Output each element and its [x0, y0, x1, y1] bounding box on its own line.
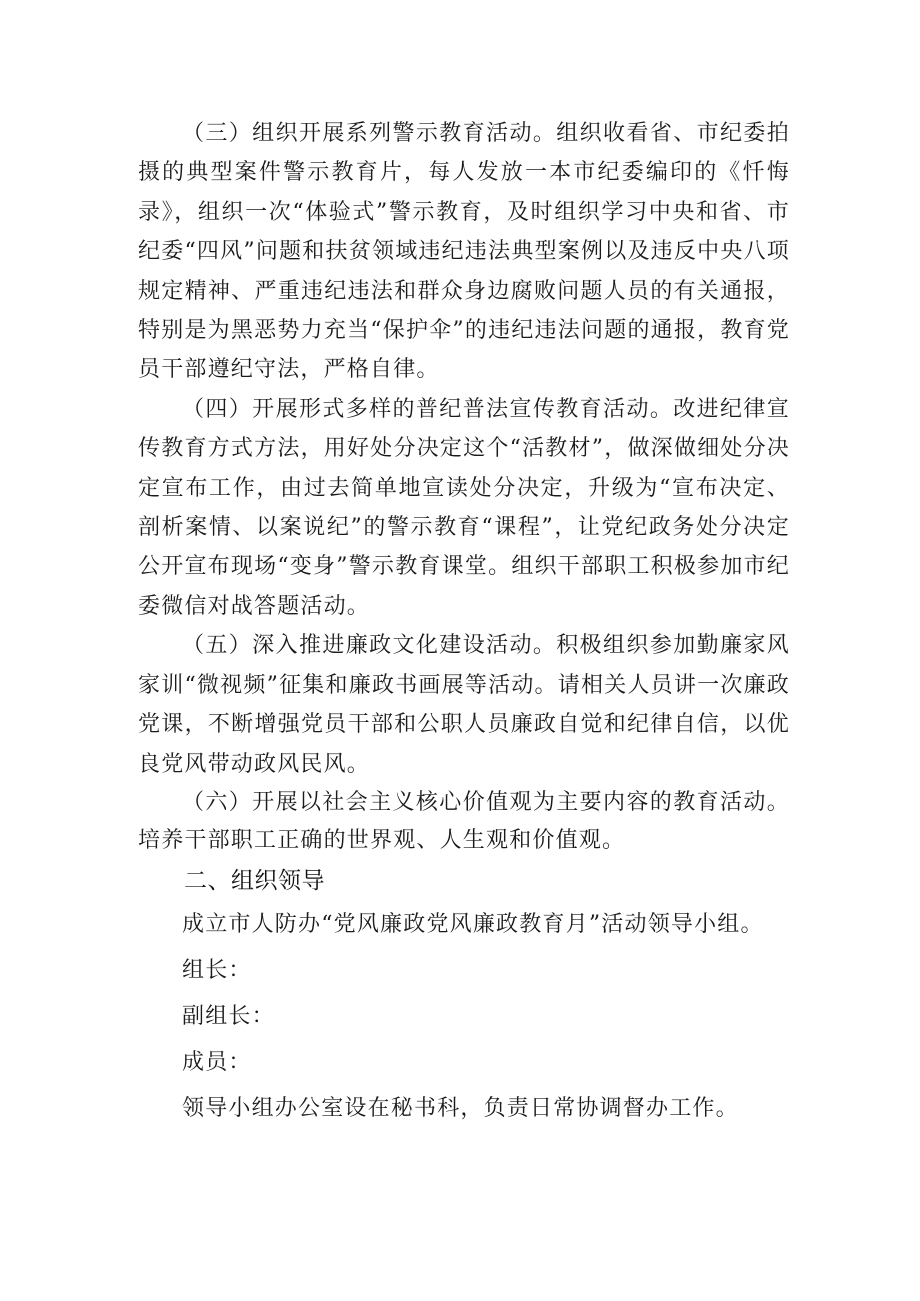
section-heading: 二、组织领导	[184, 867, 325, 894]
document-body	[138, 114, 790, 1132]
paragraph-discipline-law-publicity: （四）开展形式多样的普纪普法宣传教育活动。改进纪律宣传教育方式方法，用好处分决定这个“活教材”，做深做细处分决定宣布工作，由过去简单地宣读处分决定，升级为“宣布决定、剖析案情、以案说纪”的警示教育“课程”，让党纪政务处分决定公开宣布现场“变身”警示教育课堂。组织干部职工积极参加市纪委微信对战答题活动。	[138, 396, 790, 619]
leading-group-statement: 成立市人防办“党风廉政党风廉政教育月”活动领导小组。	[182, 911, 764, 937]
members-line: 成员：	[182, 1049, 252, 1075]
office-statement: 领导小组办公室设在秘书科，负责日常协调督办工作。	[182, 1095, 739, 1121]
paragraph-clean-culture: （五）深入推进廉政文化建设活动。积极组织参加勤廉家风家训“微视频”征集和廉政书画展等活动。请相关人员讲一次廉政党课，不断增强党员干部和公职人员廉政自觉和纪律自信，以优良党风带动政风民风。	[138, 633, 790, 777]
paragraph-warning-education: （三）组织开展系列警示教育活动。组织收看省、市纪委拍摄的典型案件警示教育片，每人发放一本市纪委编印的《忏悔录》，组织一次“体验式”警示教育，及时组织学习中央和省、市纪委“四风”问题和扶贫领域违纪违法典型案例以及违反中央八项规定精神、严重违纪违法和群众身边腐败问题人员的有关通报，特别是为黑恶势力充当“保护伞”的违纪违法问题的通报，教育党员干部遵纪守法，严格自律。	[138, 121, 790, 383]
deputy-leader-line: 副组长：	[182, 1003, 275, 1029]
group-leader-line: 组长：	[182, 957, 252, 983]
paragraph-core-values: （六）开展以社会主义核心价值观为主要内容的教育活动。培养干部职工正确的世界观、人生观和价值观。	[138, 789, 790, 853]
